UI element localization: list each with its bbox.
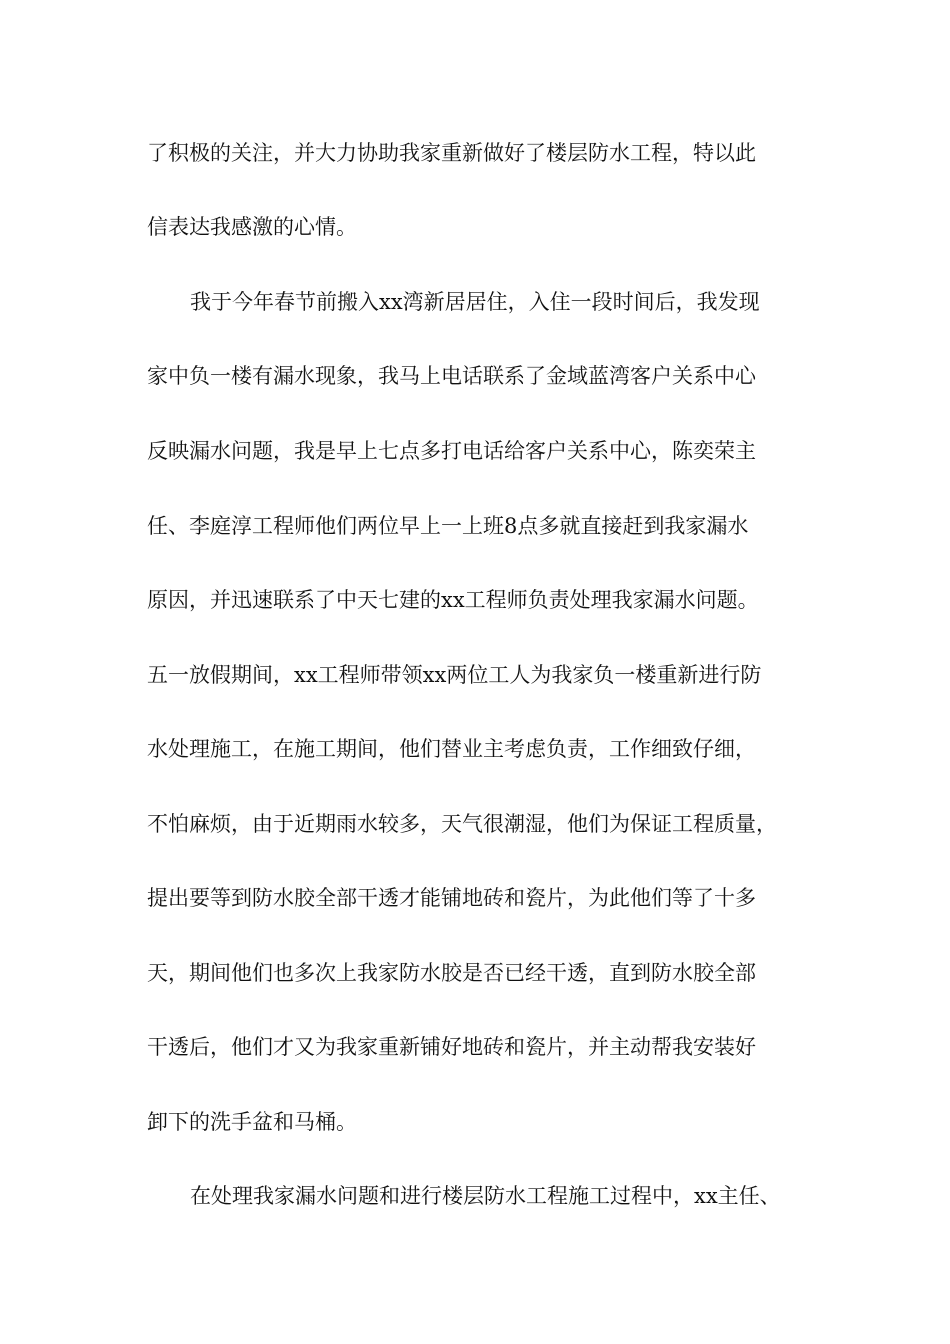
text-line-14: 卸下的洗手盆和马桶。: [147, 1110, 357, 1134]
text-line-8: 五一放假期间，xx工程师带领xx两位工人为我家负一楼重新进行防: [147, 663, 762, 687]
text-line-11: 提出要等到防水胶全部干透才能铺地砖和瓷片，为此他们等了十多: [147, 886, 756, 910]
text-line-4: 家中负一楼有漏水现象，我马上电话联系了金域蓝湾客户关系中心: [147, 364, 756, 388]
text-line-12: 天，期间他们也多次上我家防水胶是否已经干透，直到防水胶全部: [147, 961, 756, 985]
text-line-5: 反映漏水问题，我是早上七点多打电话给客户关系中心，陈奕荣主: [147, 439, 756, 463]
text-line-6: 任、李庭淳工程师他们两位早上一上班8点多就直接赶到我家漏水: [147, 514, 749, 538]
paragraph-2-line-1: 我于今年春节前搬入xx湾新居居住，入住一段时间后，我发现: [190, 290, 760, 314]
text-line-2: 信表达我感激的心情。: [147, 215, 357, 239]
text-line-1: 了积极的关注，并大力协助我家重新做好了楼层防水工程，特以此: [147, 141, 756, 165]
text-line-13: 干透后，他们才又为我家重新铺好地砖和瓷片，并主动帮我安装好: [147, 1035, 756, 1059]
text-line-9: 水处理施工，在施工期间，他们替业主考虑负责，工作细致仔细，: [147, 737, 756, 761]
paragraph-3-line-1: 在处理我家漏水问题和进行楼层防水工程施工过程中，xx主任、: [190, 1184, 781, 1208]
text-line-7: 原因，并迅速联系了中天七建的xx工程师负责处理我家漏水问题。: [147, 588, 759, 612]
text-line-10: 不怕麻烦，由于近期雨水较多，天气很潮湿，他们为保证工程质量，: [147, 812, 777, 836]
